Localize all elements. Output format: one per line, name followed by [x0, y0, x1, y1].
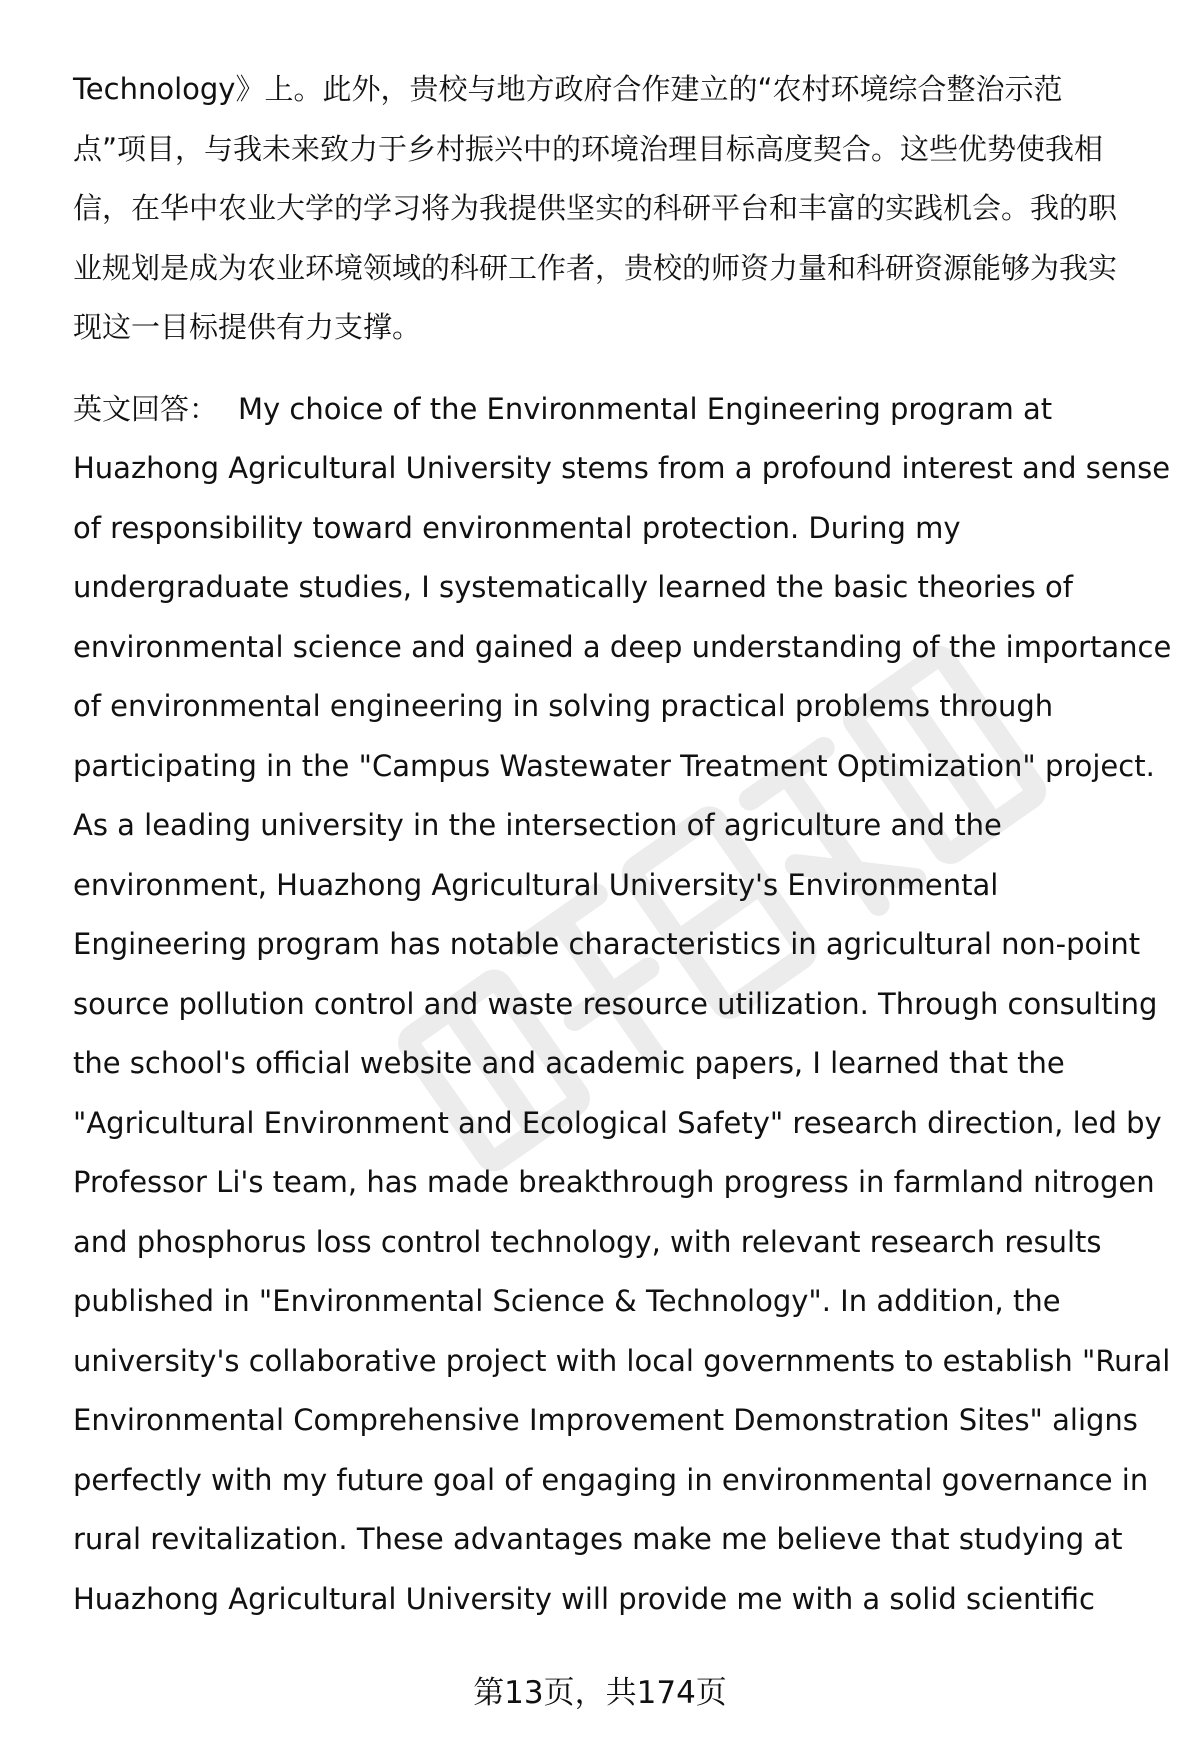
text-line: "Agricultural Environment and Ecological Safety" research direction, led by: [73, 1105, 1162, 1140]
text-line: university's collaborative project with local governments to establish "Rural: [73, 1343, 1171, 1378]
text-line: the school's official website and academic papers, I learned that the: [73, 1046, 1065, 1080]
answer-label: 英文回答：: [73, 391, 219, 426]
text-line: environment, Huazhong Agricultural University's Environmental: [73, 867, 999, 902]
text-line: Environmental Comprehensive Improvement Demonstration Sites" aligns: [73, 1403, 1138, 1437]
text-line: undergraduate studies, I systematically learned the basic theories of: [73, 570, 1073, 604]
text-line: Technology》上。此外，贵校与地方政府合作建立的“农村环境综合整治示范: [73, 72, 1063, 106]
text-line: of environmental engineering in solving practical problems through: [73, 689, 1054, 723]
document-body: [73, 60, 1172, 1629]
text-line: and phosphorus loss control technology, with relevant research results: [73, 1224, 1102, 1259]
text-line: 点”项目，与我未来致力于乡村振兴中的环境治理目标高度契合。这些优势使我相: [73, 131, 1104, 166]
chinese-answer-paragraph: [73, 60, 1153, 358]
page-number-footer: 第13页，共174页: [473, 1675, 727, 1711]
text-line: published in "Environmental Science & Technology". In addition, the: [73, 1284, 1061, 1318]
text-line: environmental science and gained a deep understanding of the importance: [73, 629, 1172, 664]
text-line: Engineering program has notable characteristics in agricultural non-point: [73, 927, 1141, 961]
text-line: rural revitalization. These advantages make me believe that studying at: [73, 1522, 1123, 1556]
answer-first-line: My choice of the Environmental Engineering program at: [238, 391, 1053, 426]
text-line: of responsibility toward environmental protection. During my: [73, 510, 961, 545]
text-line: 现这一目标提供有力支撑。: [73, 310, 422, 344]
text-line: 信，在华中农业大学的学习将为我提供坚实的科研平台和丰富的实践机会。我的职: [73, 191, 1118, 225]
text-line: [73, 380, 1153, 440]
text-line: Professor Li's team, has made breakthrough progress in farmland nitrogen: [73, 1165, 1155, 1199]
text-line: As a leading university in the intersection of agriculture and the: [73, 808, 1002, 842]
text-line: Huazhong Agricultural University will provide me with a solid scientific: [73, 1581, 1095, 1616]
text-line: participating in the "Campus Wastewater Treatment Optimization" project.: [73, 748, 1155, 783]
text-line: Huazhong Agricultural University stems from a profound interest and sense: [73, 451, 1171, 485]
english-answer-paragraph: [73, 380, 1172, 1630]
text-line: source pollution control and waste resource utilization. Through consulting: [73, 986, 1158, 1021]
text-line: perfectly with my future goal of engaging in environmental governance in: [73, 1462, 1149, 1497]
text-line: 业规划是成为农业环境领域的科研工作者，贵校的师资力量和科研资源能够为我实: [73, 250, 1118, 285]
